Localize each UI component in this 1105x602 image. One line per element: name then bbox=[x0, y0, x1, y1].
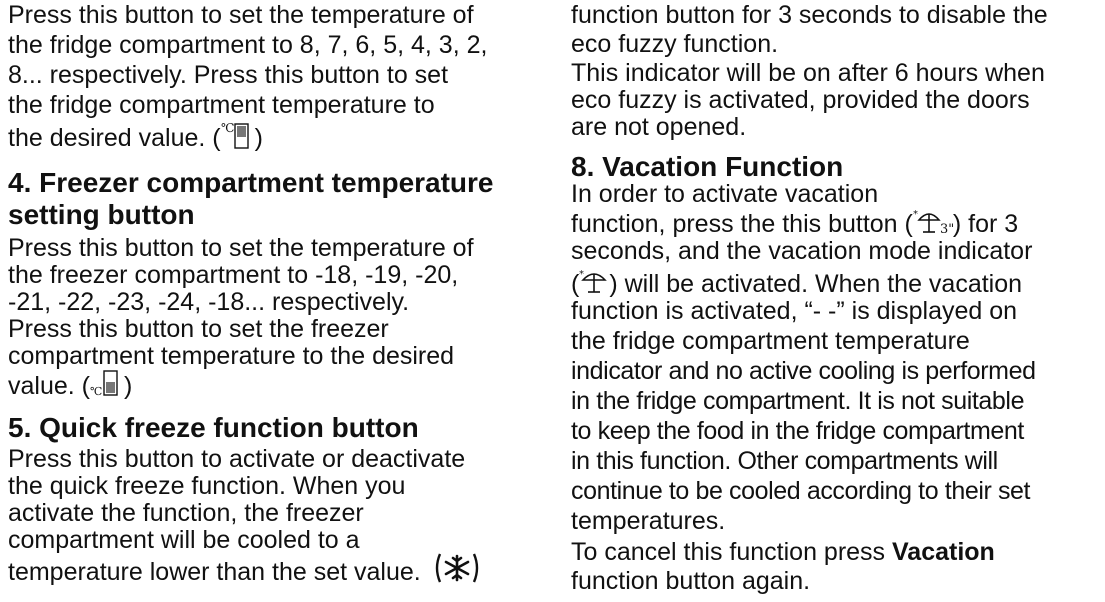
section-8-text-line: the fridge compartment temperature bbox=[571, 327, 970, 355]
quick-freeze-snowflake-icon bbox=[434, 552, 480, 591]
section-5-text-line: the quick freeze function. When you bbox=[8, 472, 406, 500]
section-4-text-line: value. ( bbox=[8, 372, 90, 400]
section-8-text-line: function is activated, “- -” is displayed on bbox=[571, 297, 1018, 325]
section-8-text-line: In order to activate vacation bbox=[571, 180, 879, 208]
section-5-text-line: temperature lower than the set value. bbox=[8, 558, 421, 586]
section-8-text-line: indicator and no active cooling is performed bbox=[571, 357, 1036, 385]
vacation-keyword: Vacation bbox=[892, 538, 995, 566]
svg-text:℃: ℃ bbox=[220, 121, 235, 135]
section-5-text-line: compartment will be cooled to a bbox=[8, 526, 360, 554]
eco-text-line: function button for 3 seconds to disable the bbox=[571, 1, 1048, 29]
section-4-text-line-with-icon bbox=[8, 368, 132, 405]
section-8-text-line: continue to be cooled according to their set bbox=[571, 477, 1031, 505]
section-8-title: 8. Vacation Function bbox=[571, 151, 844, 182]
fridge-temp-setting-icon bbox=[221, 120, 255, 157]
section-5-text-line: activate the function, the freezer bbox=[8, 499, 364, 527]
section-5-title: 5. Quick freeze function button bbox=[8, 412, 419, 443]
eco-text-line: eco fuzzy function. bbox=[571, 30, 779, 58]
section-8-text-line: to keep the food in the fridge compartment bbox=[571, 417, 1024, 445]
section-5-text-line: Press this button to activate or deactivate bbox=[8, 445, 466, 473]
fridge-text-line: 8... respectively. Press this button to set bbox=[8, 61, 449, 89]
fridge-text-line-with-icon bbox=[8, 120, 263, 157]
freezer-temp-setting-icon bbox=[90, 368, 124, 405]
section-4-text-line: -21, -22, -23, -24, -18... respectively. bbox=[8, 288, 410, 316]
section-8-text-fragment: ) will be activated. When the vacation bbox=[609, 270, 1023, 298]
section-8-text-line: temperatures. bbox=[571, 507, 726, 535]
section-8-text-line: function button again. bbox=[571, 567, 811, 595]
fridge-text-line: the fridge compartment to 8, 7, 6, 5, 4, 3, 2, bbox=[8, 31, 488, 59]
section-8-text-fragment: ) for 3 bbox=[952, 210, 1019, 238]
section-4-text-line: Press this button to set the freezer bbox=[8, 315, 389, 343]
svg-text:*: * bbox=[912, 209, 918, 220]
section-4-text-line: the freezer compartment to -18, -19, -20, bbox=[8, 261, 459, 289]
eco-text-line: eco fuzzy is activated, provided the doors bbox=[571, 86, 1030, 114]
section-4-text-close: ) bbox=[123, 372, 133, 400]
section-8-text-fragment: To cancel this function press bbox=[571, 538, 892, 566]
section-4-text-line: compartment temperature to the desired bbox=[8, 342, 455, 370]
section-4-text-line: Press this button to set the temperature of bbox=[8, 234, 474, 262]
section-4-title: setting button bbox=[8, 199, 195, 230]
section-8-text-line: seconds, and the vacation mode indicator bbox=[571, 237, 1033, 265]
section-8-text-line: in the fridge compartment. It is not suitable bbox=[571, 387, 1025, 415]
svg-text:*: * bbox=[579, 269, 585, 280]
section-8-text-line-cancel bbox=[571, 537, 995, 567]
fridge-text-line: the desired value. ( bbox=[8, 124, 221, 152]
eco-text-line: are not opened. bbox=[571, 113, 747, 141]
fridge-text-line: Press this button to set the temperature of bbox=[8, 1, 474, 29]
section-8-text-fragment: ( bbox=[571, 270, 580, 298]
svg-text:℃: ℃ bbox=[89, 385, 103, 398]
section-5-text-line-with-icon bbox=[8, 552, 480, 591]
section-8-text-line: in this function. Other compartments will bbox=[571, 447, 998, 475]
eco-text-line: This indicator will be on after 6 hours when bbox=[571, 59, 1045, 87]
fridge-text-line: the fridge compartment temperature to bbox=[8, 91, 435, 119]
section-4-title: 4. Freezer compartment temperature bbox=[8, 167, 494, 198]
fridge-text-close: ) bbox=[254, 124, 263, 152]
vacation-seconds-label: 3" bbox=[939, 222, 953, 236]
section-8-text-fragment: function, press the this button ( bbox=[571, 210, 913, 238]
